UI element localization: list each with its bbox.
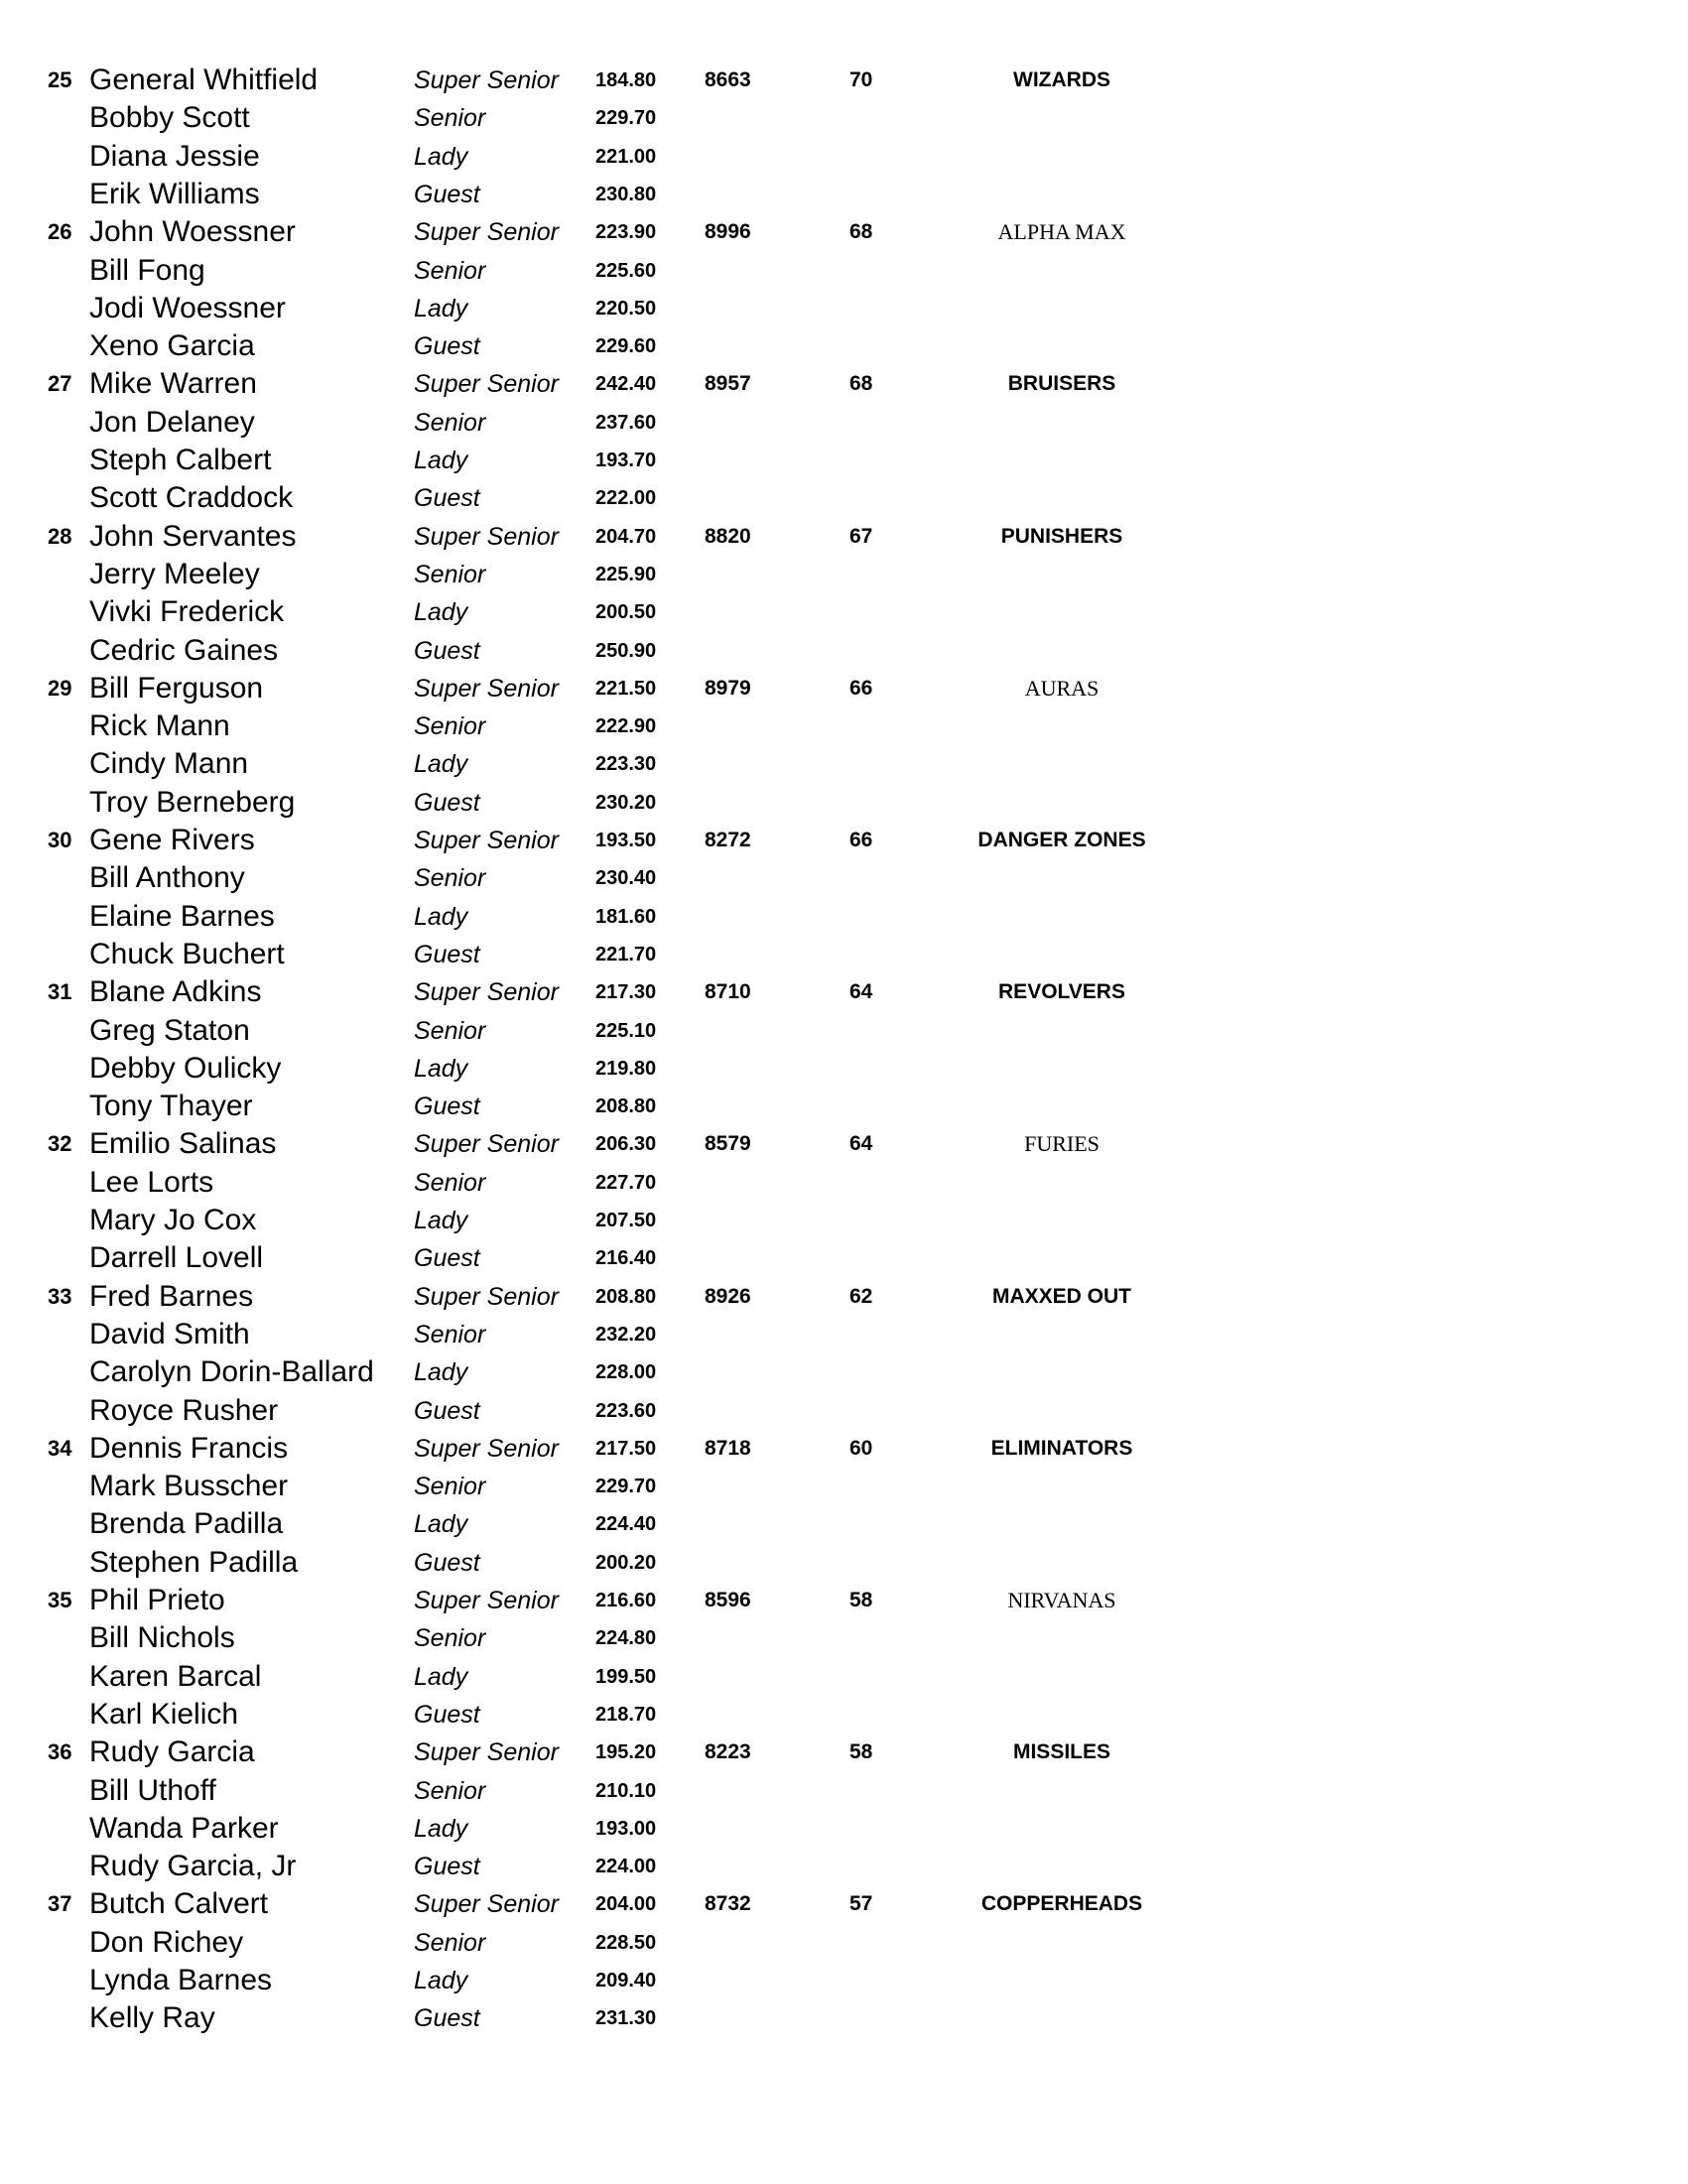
player-division: Super Senior bbox=[414, 218, 559, 247]
player-row bbox=[0, 404, 1688, 442]
player-average: 209.40 bbox=[595, 1970, 657, 1991]
player-name: David Smith bbox=[89, 1317, 250, 1350]
player-average: 199.50 bbox=[595, 1665, 657, 1688]
player-average: 193.70 bbox=[595, 450, 657, 471]
player-row bbox=[0, 1658, 1688, 1696]
player-row bbox=[0, 1696, 1688, 1734]
team-points: 60 bbox=[849, 1436, 873, 1460]
player-average: 231.30 bbox=[595, 2007, 657, 2030]
player-row bbox=[0, 290, 1688, 327]
player-division: Guest bbox=[414, 1244, 480, 1273]
player-name: Cindy Mann bbox=[89, 747, 249, 781]
player-name: Kelly Ray bbox=[89, 2001, 215, 2035]
player-division: Guest bbox=[414, 1853, 480, 1881]
player-average: 208.80 bbox=[595, 1095, 657, 1118]
player-average: 216.40 bbox=[595, 1247, 657, 1270]
player-average: 222.90 bbox=[595, 715, 657, 738]
player-division: Guest bbox=[414, 1396, 480, 1425]
player-division: Guest bbox=[414, 1700, 480, 1729]
player-name: General Whitfield bbox=[89, 64, 319, 96]
player-name: Mark Busscher bbox=[89, 1470, 289, 1503]
player-average: 225.60 bbox=[595, 259, 657, 282]
player-row bbox=[0, 327, 1688, 365]
team-rank: 33 bbox=[48, 1283, 72, 1309]
player-name: Vivki Frederick bbox=[89, 595, 285, 629]
team-score: 8996 bbox=[705, 220, 751, 244]
player-average: 224.80 bbox=[595, 1627, 657, 1650]
player-division: Lady bbox=[414, 1967, 468, 1994]
player-name: Rudy Garcia, Jr bbox=[89, 1850, 297, 1883]
team-rank: 34 bbox=[48, 1435, 72, 1461]
player-row bbox=[0, 632, 1688, 670]
player-row bbox=[0, 213, 1688, 251]
player-name: Elaine Barnes bbox=[89, 899, 275, 933]
player-row bbox=[0, 1050, 1688, 1088]
player-division: Senior bbox=[414, 1928, 486, 1957]
player-row bbox=[0, 1164, 1688, 1202]
player-average: 200.20 bbox=[595, 1551, 657, 1574]
player-division: Lady bbox=[414, 1662, 468, 1691]
player-division: Lady bbox=[414, 142, 468, 171]
team-points: 68 bbox=[849, 372, 873, 396]
player-division: Senior bbox=[414, 104, 486, 133]
player-average: 193.50 bbox=[595, 830, 657, 851]
player-division: Guest bbox=[414, 484, 480, 513]
player-name: Don Richey bbox=[89, 1925, 244, 1959]
player-division: Super Senior bbox=[414, 1130, 559, 1159]
player-row bbox=[0, 138, 1688, 176]
player-row bbox=[0, 707, 1688, 745]
team-points: 68 bbox=[849, 220, 873, 244]
player-row bbox=[0, 1468, 1688, 1505]
team-score: 8663 bbox=[705, 68, 751, 91]
team-name: ALPHA MAX bbox=[997, 219, 1126, 245]
team-rank: 27 bbox=[48, 371, 72, 397]
player-name: Debby Oulicky bbox=[89, 1051, 282, 1085]
player-division: Guest bbox=[414, 636, 480, 665]
player-row bbox=[0, 898, 1688, 936]
player-row bbox=[0, 593, 1688, 631]
player-name: Lee Lorts bbox=[89, 1165, 214, 1199]
team-score: 8979 bbox=[705, 676, 751, 700]
team-points: 67 bbox=[849, 524, 873, 548]
player-division: Guest bbox=[414, 1092, 480, 1121]
player-name: Bobby Scott bbox=[89, 101, 250, 135]
player-row bbox=[0, 518, 1688, 556]
player-name: John Servantes bbox=[89, 519, 297, 553]
team-rank: 25 bbox=[48, 67, 72, 92]
player-name: Rudy Garcia bbox=[89, 1735, 255, 1769]
player-average: 218.70 bbox=[595, 1703, 657, 1726]
player-row bbox=[0, 1316, 1688, 1353]
player-division: Senior bbox=[414, 1320, 486, 1349]
team-points: 58 bbox=[849, 1589, 873, 1611]
player-average: 221.00 bbox=[595, 145, 657, 168]
player-row bbox=[0, 745, 1688, 783]
team-score: 8926 bbox=[705, 1284, 751, 1308]
player-name: Scott Craddock bbox=[89, 481, 294, 515]
player-name: Bill Fong bbox=[89, 253, 205, 287]
player-average: 242.40 bbox=[595, 373, 657, 396]
player-division: Guest bbox=[414, 2004, 480, 2033]
player-row bbox=[0, 1619, 1688, 1657]
team-rank: 36 bbox=[48, 1739, 72, 1765]
player-division: Lady bbox=[414, 1358, 468, 1387]
player-average: 228.00 bbox=[595, 1361, 657, 1384]
team-score: 8596 bbox=[705, 1589, 751, 1611]
team-name: WIZARDS bbox=[1013, 68, 1110, 91]
player-division: Lady bbox=[414, 1207, 468, 1234]
player-name: Jerry Meeley bbox=[89, 557, 260, 590]
team-score: 8820 bbox=[705, 524, 751, 548]
player-name: Karen Barcal bbox=[89, 1659, 262, 1693]
player-row bbox=[0, 1505, 1688, 1543]
team-points: 64 bbox=[849, 1132, 873, 1156]
player-name: Wanda Parker bbox=[89, 1811, 279, 1845]
player-name: Rick Mann bbox=[89, 709, 230, 743]
player-division: Senior bbox=[414, 1624, 486, 1653]
team-score: 8718 bbox=[705, 1436, 751, 1460]
player-division: Guest bbox=[414, 1548, 480, 1577]
team-name: MISSILES bbox=[1012, 1740, 1111, 1764]
player-division: Senior bbox=[414, 256, 486, 285]
player-row bbox=[0, 1582, 1688, 1619]
player-division: Super Senior bbox=[414, 66, 559, 94]
player-name: Tony Thayer bbox=[89, 1090, 253, 1123]
player-row bbox=[0, 252, 1688, 290]
player-average: 206.30 bbox=[595, 1133, 657, 1156]
player-name: Greg Staton bbox=[89, 1013, 250, 1047]
team-rank: 28 bbox=[48, 523, 72, 549]
player-division: Super Senior bbox=[414, 674, 559, 703]
team-name: REVOLVERS bbox=[998, 980, 1125, 1004]
team-score: 8579 bbox=[705, 1132, 751, 1156]
player-average: 223.60 bbox=[595, 1399, 657, 1422]
player-division: Guest bbox=[414, 180, 480, 208]
player-name: Fred Barnes bbox=[89, 1279, 254, 1313]
team-points: 66 bbox=[849, 676, 873, 700]
player-row bbox=[0, 822, 1688, 859]
team-name: FURIES bbox=[1024, 1131, 1100, 1157]
player-row bbox=[0, 1848, 1688, 1885]
player-average: 250.90 bbox=[595, 639, 657, 662]
player-row bbox=[0, 1885, 1688, 1923]
player-average: 204.00 bbox=[595, 1893, 657, 1916]
player-division: Senior bbox=[414, 560, 486, 588]
player-average: 230.20 bbox=[595, 791, 657, 814]
player-average: 184.80 bbox=[595, 69, 657, 91]
player-division: Super Senior bbox=[414, 1890, 559, 1919]
player-row bbox=[0, 99, 1688, 137]
player-average: 217.30 bbox=[595, 981, 657, 1004]
team-rank: 30 bbox=[48, 828, 72, 852]
player-row bbox=[0, 479, 1688, 517]
player-name: Karl Kielich bbox=[89, 1697, 239, 1731]
player-average: 228.50 bbox=[595, 1931, 657, 1954]
team-name: PUNISHERS bbox=[1000, 524, 1123, 548]
player-row bbox=[0, 973, 1688, 1011]
player-average: 221.50 bbox=[595, 677, 657, 700]
team-rank: 26 bbox=[48, 219, 72, 245]
player-average: 222.00 bbox=[595, 487, 657, 510]
player-row bbox=[0, 365, 1688, 403]
player-average: 223.30 bbox=[595, 753, 657, 776]
player-average: 224.40 bbox=[595, 1513, 657, 1536]
player-name: Bill Uthoff bbox=[89, 1773, 216, 1807]
player-average: 224.00 bbox=[595, 1856, 657, 1878]
player-average: 217.50 bbox=[595, 1437, 657, 1460]
player-average: 207.50 bbox=[595, 1210, 657, 1231]
player-name: Steph Calbert bbox=[89, 444, 272, 476]
player-name: Lynda Barnes bbox=[89, 1964, 273, 1996]
player-division: Super Senior bbox=[414, 370, 559, 399]
player-average: 208.80 bbox=[595, 1285, 657, 1308]
player-division: Super Senior bbox=[414, 1282, 559, 1311]
player-name: Chuck Buchert bbox=[89, 937, 285, 970]
player-row bbox=[0, 1430, 1688, 1468]
team-score: 8957 bbox=[705, 372, 751, 396]
team-points: 58 bbox=[849, 1740, 873, 1764]
player-name: Troy Berneberg bbox=[89, 785, 296, 819]
team-rank: 29 bbox=[48, 675, 72, 701]
player-average: 204.70 bbox=[595, 525, 657, 548]
player-name: Phil Prieto bbox=[89, 1584, 225, 1616]
player-division: Senior bbox=[414, 1473, 486, 1501]
player-average: 210.10 bbox=[595, 1779, 657, 1802]
team-points: 64 bbox=[849, 980, 873, 1004]
player-average: 230.40 bbox=[595, 867, 657, 890]
player-division: Lady bbox=[414, 598, 468, 627]
player-name: Royce Rusher bbox=[89, 1393, 279, 1427]
player-division: Super Senior bbox=[414, 978, 559, 1007]
player-row bbox=[0, 936, 1688, 973]
player-division: Super Senior bbox=[414, 1434, 559, 1463]
player-row bbox=[0, 442, 1688, 479]
player-average: 221.70 bbox=[595, 943, 657, 965]
player-row bbox=[0, 1239, 1688, 1277]
player-row bbox=[0, 1999, 1688, 2037]
player-division: Guest bbox=[414, 788, 480, 817]
player-name: Darrell Lovell bbox=[89, 1241, 264, 1275]
player-average: 232.20 bbox=[595, 1323, 657, 1346]
player-name: Diana Jessie bbox=[89, 139, 260, 173]
player-average: 227.70 bbox=[595, 1171, 657, 1194]
player-division: Senior bbox=[414, 712, 486, 741]
player-row bbox=[0, 1202, 1688, 1239]
player-division: Guest bbox=[414, 332, 480, 361]
team-points: 66 bbox=[849, 829, 873, 851]
player-row bbox=[0, 1278, 1688, 1316]
player-row bbox=[0, 859, 1688, 897]
team-score: 8223 bbox=[705, 1740, 751, 1764]
player-name: Mike Warren bbox=[89, 367, 257, 401]
player-name: Jon Delaney bbox=[89, 405, 255, 439]
team-score: 8272 bbox=[705, 829, 751, 851]
player-average: 200.50 bbox=[595, 601, 657, 624]
player-row bbox=[0, 670, 1688, 707]
player-row bbox=[0, 1392, 1688, 1430]
player-average: 195.20 bbox=[595, 1741, 657, 1764]
player-division: Lady bbox=[414, 1054, 468, 1083]
player-name: Blane Adkins bbox=[89, 975, 262, 1009]
player-division: Super Senior bbox=[414, 522, 559, 551]
team-name: BRUISERS bbox=[1007, 372, 1116, 396]
player-division: Guest bbox=[414, 940, 480, 968]
player-division: Lady bbox=[414, 447, 468, 474]
player-name: Jodi Woessner bbox=[89, 291, 286, 324]
team-points: 57 bbox=[849, 1892, 873, 1916]
player-name: Erik Williams bbox=[89, 177, 260, 210]
player-division: Senior bbox=[414, 1776, 486, 1805]
player-average: 223.90 bbox=[595, 221, 657, 244]
player-average: 225.10 bbox=[595, 1019, 657, 1042]
player-division: Lady bbox=[414, 750, 468, 779]
player-name: Cedric Gaines bbox=[89, 633, 279, 667]
player-name: Bill Ferguson bbox=[89, 671, 264, 705]
player-name: John Woessner bbox=[89, 215, 296, 249]
player-division: Super Senior bbox=[414, 1738, 559, 1767]
player-row bbox=[0, 62, 1688, 99]
player-row bbox=[0, 1125, 1688, 1163]
player-division: Lady bbox=[414, 1510, 468, 1539]
player-row bbox=[0, 1353, 1688, 1391]
team-name: MAXXED OUT bbox=[991, 1284, 1131, 1308]
player-average: 193.00 bbox=[595, 1817, 657, 1840]
player-name: Butch Calvert bbox=[89, 1887, 269, 1921]
player-row bbox=[0, 1012, 1688, 1050]
player-average: 181.60 bbox=[595, 905, 657, 928]
player-division: Senior bbox=[414, 864, 486, 893]
player-name: Mary Jo Cox bbox=[89, 1204, 257, 1236]
player-average: 219.80 bbox=[595, 1057, 657, 1080]
player-average: 230.80 bbox=[595, 183, 657, 205]
team-rank: 31 bbox=[48, 979, 72, 1005]
player-division: Lady bbox=[414, 294, 468, 322]
player-row bbox=[0, 1810, 1688, 1848]
player-name: Carolyn Dorin-Ballard bbox=[89, 1355, 374, 1389]
player-row bbox=[0, 1544, 1688, 1582]
team-name: ELIMINATORS bbox=[990, 1436, 1133, 1460]
player-name: Emilio Salinas bbox=[89, 1127, 277, 1161]
team-rank: 32 bbox=[48, 1131, 72, 1157]
player-row bbox=[0, 1962, 1688, 1999]
player-average: 225.90 bbox=[595, 563, 657, 585]
player-name: Bill Anthony bbox=[89, 861, 245, 895]
player-division: Super Senior bbox=[414, 1587, 559, 1614]
player-row bbox=[0, 176, 1688, 213]
player-average: 229.70 bbox=[595, 107, 657, 130]
team-name: NIRVANAS bbox=[1007, 1588, 1116, 1612]
player-row bbox=[0, 1088, 1688, 1125]
player-name: Stephen Padilla bbox=[89, 1545, 299, 1579]
player-average: 220.50 bbox=[595, 297, 657, 320]
player-division: Senior bbox=[414, 1168, 486, 1197]
team-name: DANGER ZONES bbox=[977, 829, 1146, 851]
player-name: Bill Nichols bbox=[89, 1621, 235, 1655]
player-row bbox=[0, 1734, 1688, 1771]
player-division: Lady bbox=[414, 1814, 468, 1843]
player-row bbox=[0, 1924, 1688, 1962]
team-rank: 35 bbox=[48, 1588, 72, 1612]
player-average: 216.60 bbox=[595, 1590, 657, 1611]
team-score: 8710 bbox=[705, 980, 751, 1004]
player-row bbox=[0, 556, 1688, 593]
team-name: COPPERHEADS bbox=[980, 1892, 1143, 1916]
player-name: Gene Rivers bbox=[89, 824, 255, 856]
player-average: 229.70 bbox=[595, 1476, 657, 1498]
team-points: 70 bbox=[849, 68, 873, 91]
player-division: Senior bbox=[414, 1016, 486, 1045]
player-division: Lady bbox=[414, 902, 468, 931]
player-name: Brenda Padilla bbox=[89, 1507, 284, 1541]
team-name: AURAS bbox=[1024, 675, 1100, 701]
player-average: 237.60 bbox=[595, 411, 657, 434]
team-rank: 37 bbox=[48, 1891, 72, 1917]
player-row bbox=[0, 784, 1688, 822]
player-name: Xeno Garcia bbox=[89, 329, 255, 363]
team-score: 8732 bbox=[705, 1892, 751, 1916]
team-points: 62 bbox=[849, 1284, 873, 1308]
player-name: Dennis Francis bbox=[89, 1431, 289, 1465]
player-division: Senior bbox=[414, 408, 486, 437]
player-average: 229.60 bbox=[595, 335, 657, 358]
player-row bbox=[0, 1772, 1688, 1810]
player-division: Super Senior bbox=[414, 827, 559, 854]
